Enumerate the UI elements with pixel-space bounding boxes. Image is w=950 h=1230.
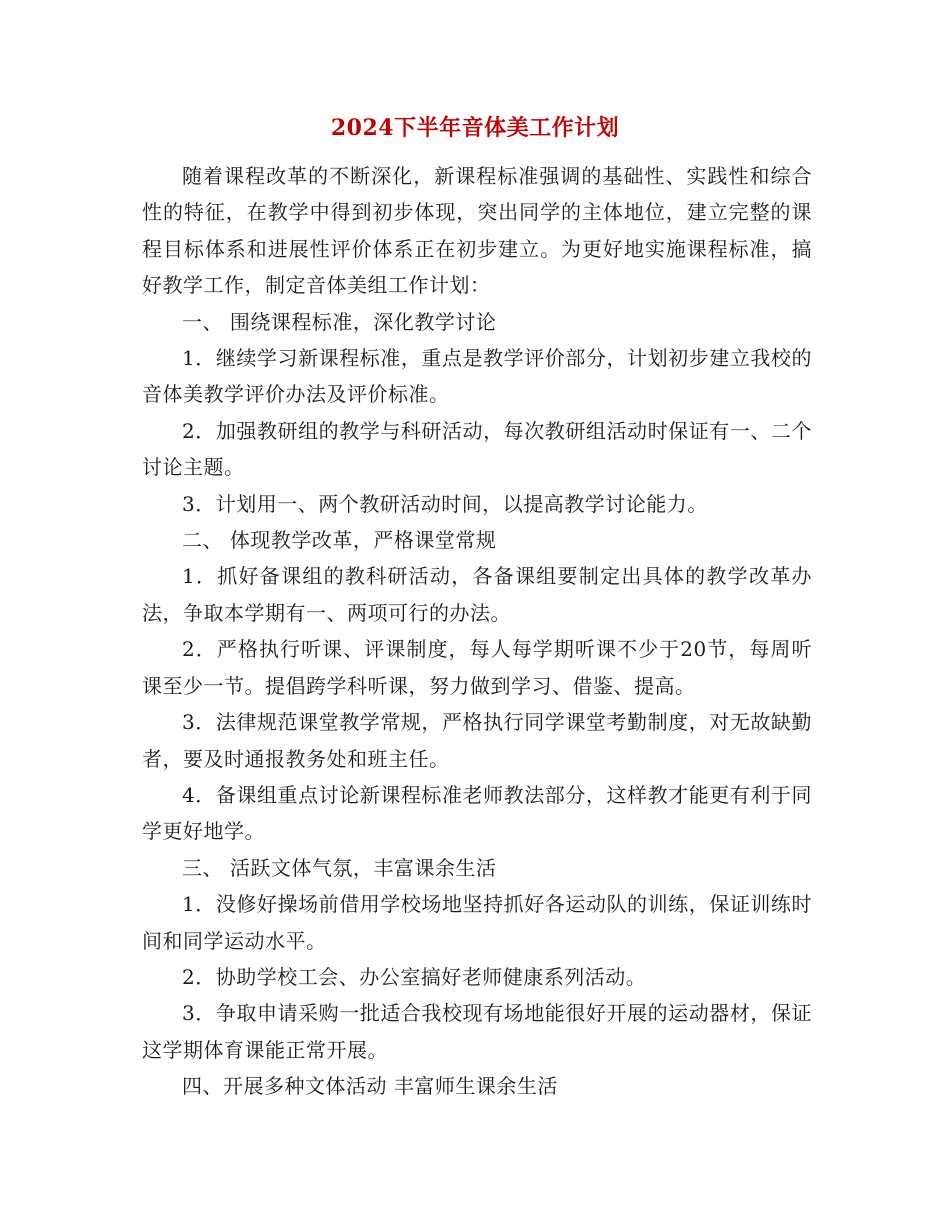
- section-1-item-2: 2．加强教研组的教学与科研活动，每次教研组活动时保证有一、二个讨论主题。: [142, 418, 812, 480]
- section-3-heading: 三、 活跃文体气氛，丰富课余生活: [182, 855, 497, 880]
- section-3-item-3: 3．争取申请采购一批适合我校现有场地能很好开展的运动器材，保证这学期体育课能正常开展。: [142, 1001, 812, 1062]
- section-2-item-2: 2．严格执行听课、评课制度，每人每学期听课不少于20节，每周听课至少一节。提倡跨学科听课，努力做到学习、借鉴、提高。: [142, 637, 812, 698]
- section-1-item-1: 1．继续学习新课程标准，重点是教学评价部分，计划初步建立我校的音体美教学评价办法及评价标准。: [142, 346, 812, 407]
- section-1-heading: 一、 围绕课程标准，深化教学讨论: [182, 309, 497, 334]
- section-2-item-3: 3．法律规范课堂教学常规，严格执行同学课堂考勤制度，对无故缺勤者，要及时通报教务处和班主任。: [142, 710, 812, 771]
- section-2-item-1: 1．抓好备课组的教科研活动，各备课组要制定出具体的教学改革办法，争取本学期有一、两项可行的办法。: [142, 564, 812, 625]
- document-body: [142, 158, 812, 1105]
- section-1-item-3: 3．计划用一、两个教研活动时间，以提高教学讨论能力。: [182, 491, 708, 516]
- section-2-heading: 二、 体现教学改革，严格课堂常规: [182, 528, 497, 553]
- document-title: 2024下半年音体美工作计划: [330, 115, 620, 141]
- section-3-item-2: 2．协助学校工会、办公室搞好老师健康系列活动。: [182, 964, 647, 989]
- section-3-item-1: 1．没修好操场前借用学校场地坚持抓好各运动队的训练，保证训练时间和同学运动水平。: [142, 892, 812, 953]
- section-4-heading: 四、开展多种文体活动 丰富师生课余生活: [182, 1074, 558, 1099]
- intro-paragraph: 随着课程改革的不断深化，新课程标准强调的基础性、实践性和综合性的特征，在教学中得到初步体现，突出同学的主体地位，建立完整的课程目标体系和进展性评价体系正在初步建立。为更好地实施课程标准，搞好教学工作，制定音体美组工作计划：: [142, 164, 812, 298]
- section-2-item-4: 4．备课组重点讨论新课程标准老师教法部分，这样教才能更有利于同学更好地学。: [142, 782, 812, 844]
